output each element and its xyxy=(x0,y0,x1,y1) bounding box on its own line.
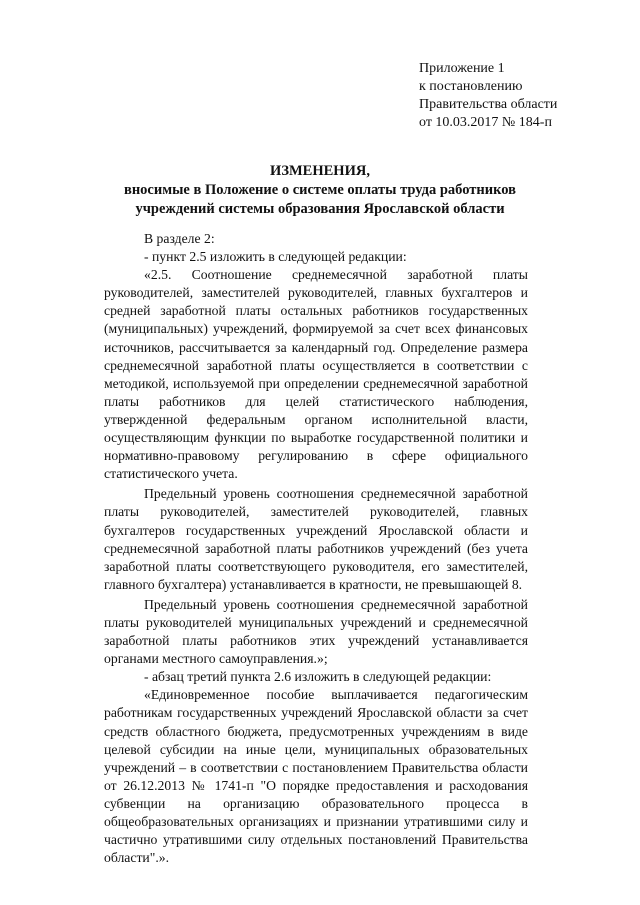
appendix-resolution-ref: к постановлению xyxy=(419,79,523,94)
clause-2-6-paragraph: «Единовременное пособие выплачивается педагогическим работникам государственных учреждений Ярославской области за счет средств областного бюджета, предусмотренных учреждениям в виде целевой субсидии на иные цели, муниципальных образовательных учреждений – в соответствии с постановлением Правительства области от 26.12.2013 № 1741-п "О порядке предоставления и расходования субвенции на организацию образовательного процесса в общеобразовательных организациях и признании утратившими силу и частично утратившими силу отдельных постановлений Правительства области".». xyxy=(104,687,528,866)
appendix-date-number: от 10.03.2017 № 184-п xyxy=(419,115,552,130)
clause-2-5-paragraph-2: Предельный уровень соотношения среднемесячной заработной платы руководителей, заместителей руководителей, главных бухгалтеров государственных учреждений Ярославской области и среднемесячной заработной платы работников учреждений (без учета заработной платы соответствующего руководителя, его заместителей, главного бухгалтера) устанавливается в кратности, не превышающей 8. xyxy=(104,486,528,592)
amendment-item-intro: - пункт 2.5 изложить в следующей редакции: xyxy=(144,249,407,265)
document-subtitle-line-1: вносимые в Положение о системе оплаты труда работников xyxy=(124,182,516,198)
clause-2-5-paragraph-1: «2.5. Соотношение среднемесячной заработной платы руководителей, заместителей руководителей, главных бухгалтеров и средней заработной платы остальных работников государственных (муниципальных) учреждений, формируемой за счет всех финансовых источников, рассчитывается за календарный год. Определение размера среднемесячной заработной платы осуществляется в соответствии с методикой, используемой при определении среднемесячной заработной платы работников для целей статистического наблюдения, утвержденной федеральным органом исполнительной власти, осуществляющим функции по выработке государственной политики и нормативно-правовому регулированию в сфере официального статистического учета. xyxy=(104,267,528,482)
section-reference: В разделе 2: xyxy=(144,231,215,246)
appendix-block xyxy=(419,60,619,132)
document-title: ИЗМЕНЕНИЯ, xyxy=(270,163,370,179)
appendix-number: Приложение 1 xyxy=(419,61,505,76)
clause-2-5-paragraph-3: Предельный уровень соотношения среднемесячной заработной платы руководителей муниципальных учреждений и среднемесячной заработной платы работников этих учреждений устанавливается органами местного самоуправления.»; xyxy=(104,596,528,667)
appendix-authority: Правительства области xyxy=(419,97,558,112)
amendment-item-intro: - абзац третий пункта 2.6 изложить в следующей редакции: xyxy=(144,669,492,685)
document-body xyxy=(104,230,528,867)
document-subtitle-line-2: учреждений системы образования Ярославской области xyxy=(135,201,505,217)
document-heading xyxy=(100,162,540,219)
